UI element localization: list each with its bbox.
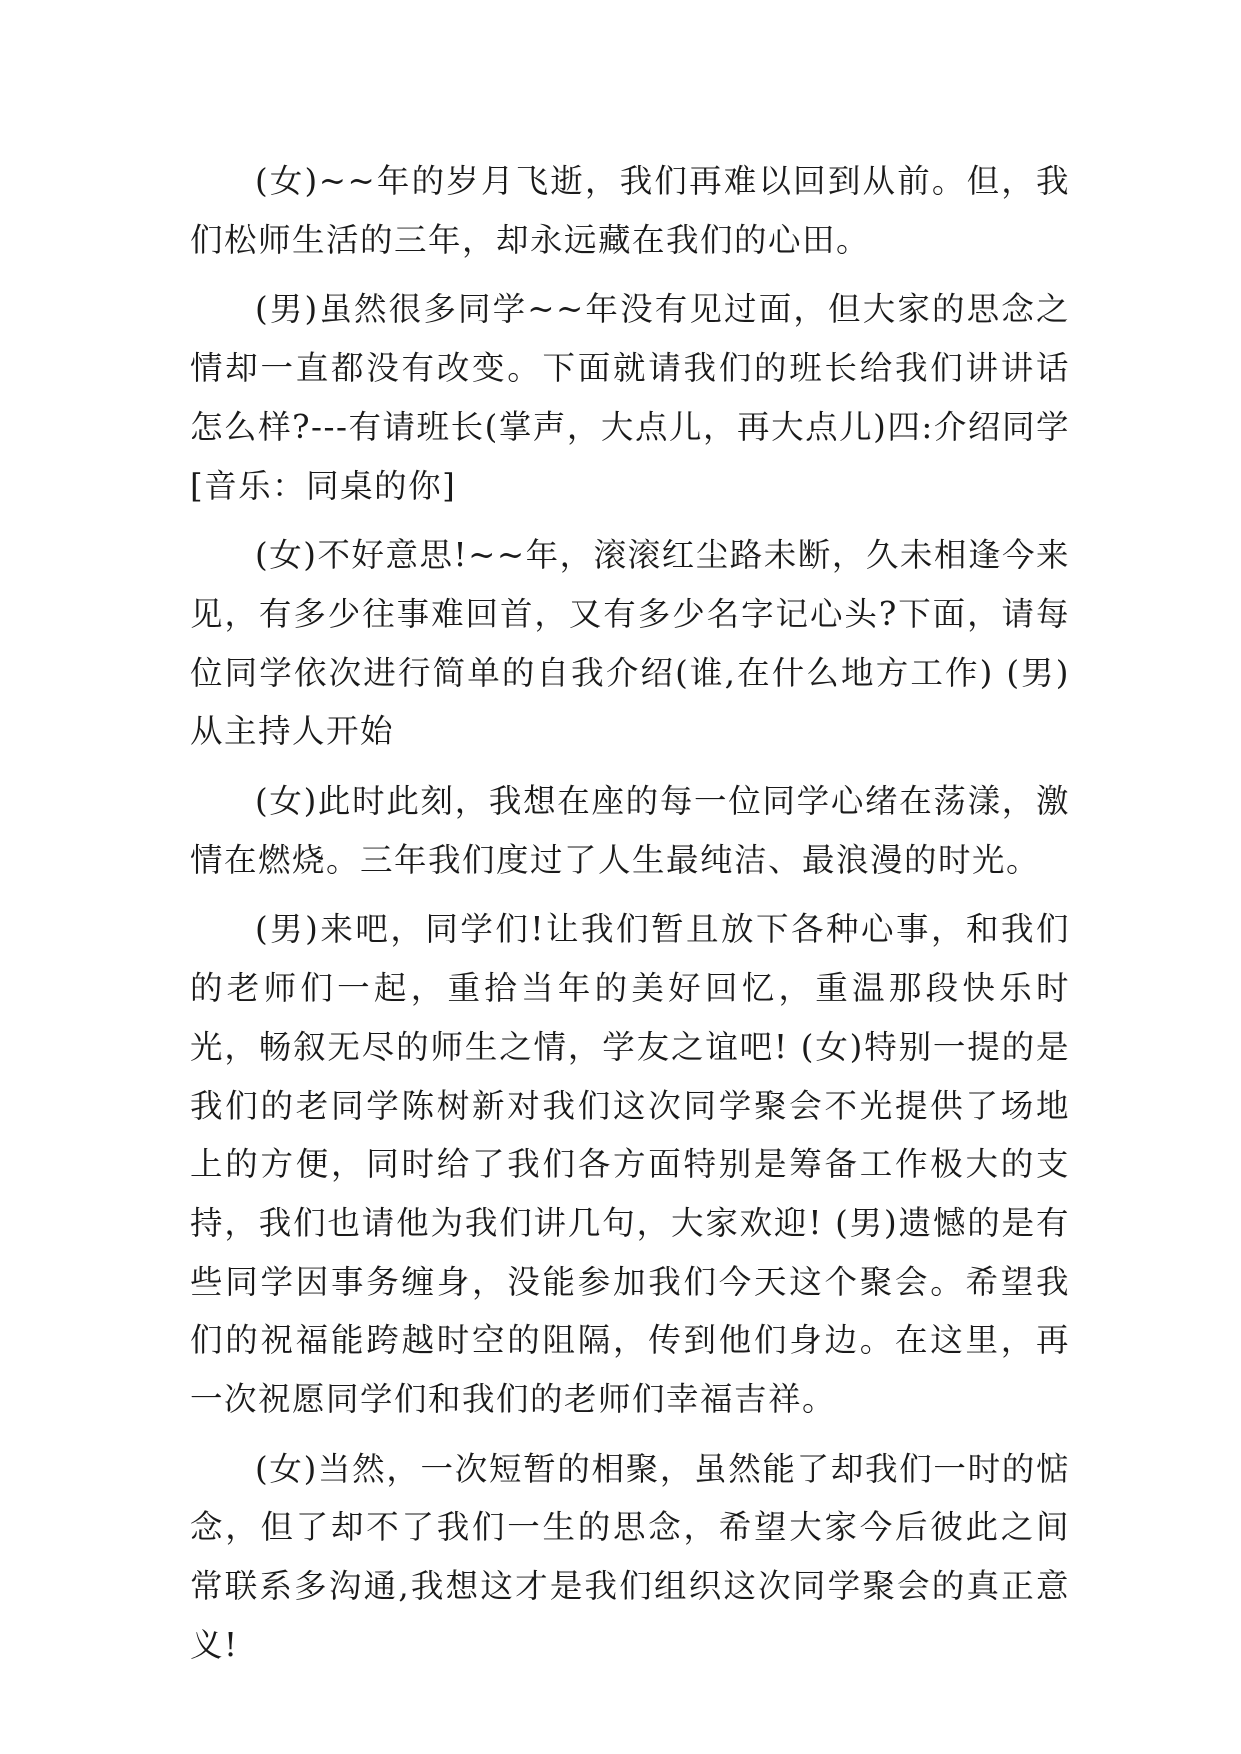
paragraph-2: (男)虽然很多同学~~年没有见过面，但大家的思念之情却一直都没有改变。下面就请我们的班长给我们讲讲话怎么样?---有请班长(掌声，大点儿，再大点儿)四:介绍同学[音乐：同桌的你] (190, 290, 1070, 505)
paragraph-5: (男)来吧，同学们!让我们暂且放下各种心事，和我们的老师们一起，重拾当年的美好回忆，重温那段快乐时光，畅叙无尽的师生之情，学友之谊吧! (女)特别一提的是我们的老同学陈树新对我们这次同学聚会不光提供了场地上的方便，同时给了我们各方面特别是筹备工作极大的支持，我们也请他为我们讲几句，大家欢迎! (男)遗憾的是有些同学因事务缠身，没能参加我们今天这个聚会。希望我们的祝福能跨越时空的阻隔，传到他们身边。在这里，再一次祝愿同学们和我们的老师们幸福吉祥。 (190, 910, 1070, 1419)
paragraph-1: (女)~~年的岁月飞逝，我们再难以回到从前。但，我们松师生活的三年，却永远藏在我们的心田。 (190, 162, 1070, 259)
document-body (190, 152, 1070, 1686)
paragraph-4: (女)此时此刻，我想在座的每一位同学心绪在荡漾，激情在燃烧。三年我们度过了人生最纯洁、最浪漫的时光。 (190, 782, 1070, 879)
paragraph-3: (女)不好意思!~~年，滚滚红尘路未断，久未相逢今来见，有多少往事难回首，又有多少名字记心头?下面，请每位同学依次进行简单的自我介绍(谁,在什么地方工作) (男)从主持人开始 (190, 536, 1070, 751)
paragraph-6: (女)当然，一次短暂的相聚，虽然能了却我们一时的惦念，但了却不了我们一生的思念，希望大家今后彼此之间常联系多沟通,我想这才是我们组织这次同学聚会的真正意义! (190, 1449, 1070, 1664)
